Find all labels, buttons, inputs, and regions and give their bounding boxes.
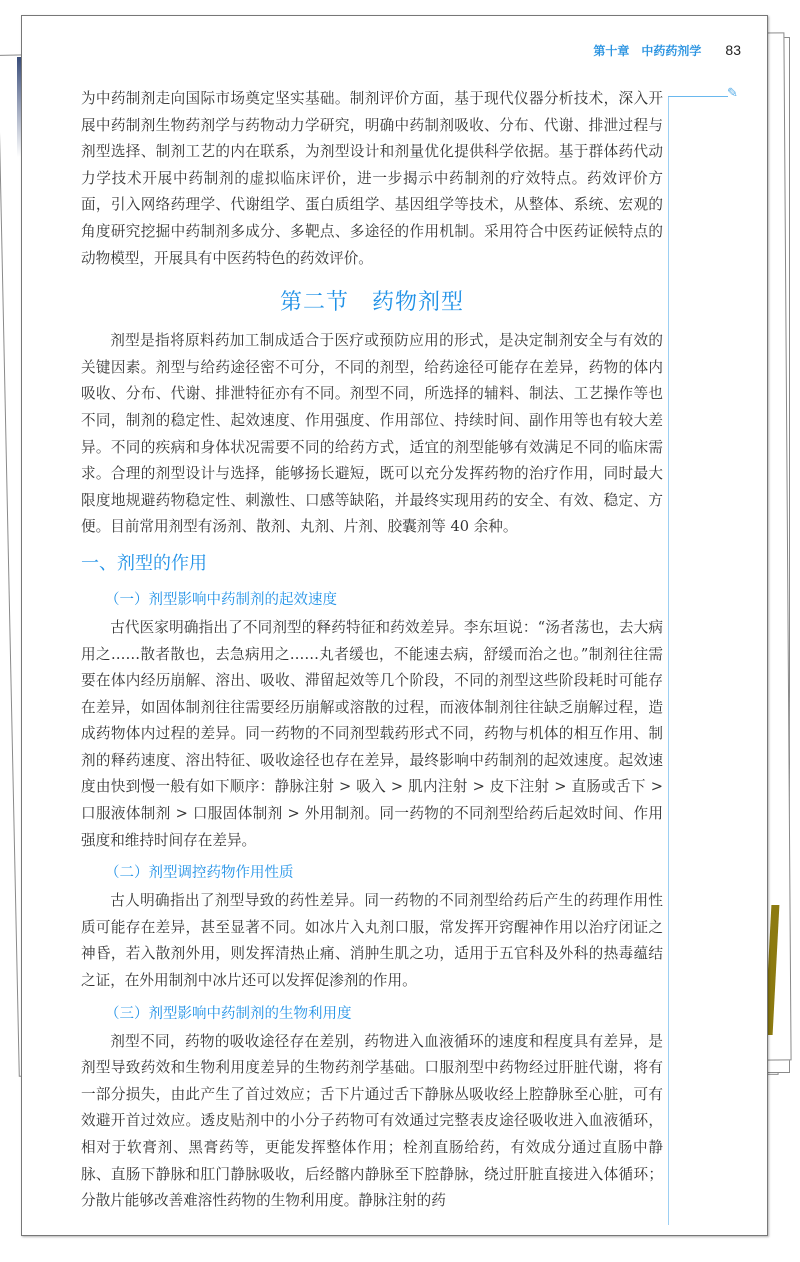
- paragraph: 剂型是指将原料药加工制成适合于医疗或预防应用的形式，是决定制剂安全与有效的关键因素。剂型与给药途径密不可分，不同的剂型，给药途径可能存在差异，药物的体内吸收、分布、代谢、排泄特征亦有不同。剂型不同，所选择的辅料、制法、工艺操作等也不同，制剂的稳定性、起效速度、作用强度、作用部位、持续时间、副作用等也有较大差异。不同的疾病和身体状况需要不同的给药方式，适宜的剂型能够有效满足不同的临床需求。合理的剂型设计与选择，能够扬长避短，既可以充分发挥药物的治疗作用，同时最大限度地规避药物稳定性、刺激性、口感等缺陷，并最终实现用药的安全、有效、稳定、方便。目前常用剂型有汤剂、散剂、丸剂、片剂、胶囊剂等 40 余种。: [81, 332, 663, 536]
- running-header-chapter: 第十章 中药药剂学: [593, 44, 702, 58]
- paragraph: 古人明确指出了剂型导致的药性差异。同一药物的不同剂型给药后产生的药理作用性质可能存在差异，甚至显著不同。如冰片入丸剂口服，常发挥开窍醒神作用以治疗闭证之神昏，若入散剂外用，则发挥清热止痛、消肿生肌之功，适用于五官科及外科的热毒蕴结之证，在外用制剂中冰片还可以发挥促渗剂的作用。: [81, 892, 663, 990]
- margin-note-line: [668, 96, 669, 1225]
- running-header: [22, 42, 767, 66]
- heading-level-2: （一）剂型影响中药制剂的起效速度: [105, 591, 337, 608]
- page-body: [81, 86, 663, 1215]
- book-page: [21, 15, 768, 1236]
- paragraph: 为中药制剂走向国际市场奠定坚实基础。制剂评价方面，基于现代仪器分析技术，深入开展中药制剂生物药剂学与药物动力学研究，明确中药制剂吸收、分布、代谢、排泄过程与剂型选择、制剂工艺的内在联系，为剂型设计和剂量优化提供科学依据。基于群体药代动力学技术开展中药制剂的虚拟临床评价，进一步揭示中药制剂的疗效特点。药效评价方面，引入网络药理学、代谢组学、蛋白质组学、基因组学等技术，从整体、系统、宏观的角度研究挖掘中药制剂多成分、多靶点、多途径的作用机制。采用符合中医药证候特点的动物模型，开展具有中医药特色的药效评价。: [81, 90, 663, 267]
- pen-icon: ✎: [727, 86, 738, 101]
- margin-note-line: [668, 96, 728, 97]
- heading-level-1: 一、剂型的作用: [81, 552, 207, 574]
- page-number: 83: [725, 42, 741, 58]
- paragraph: 剂型不同，药物的吸收途径存在差别，药物进入血液循环的速度和程度具有差异，是剂型导致药效和生物利用度差异的生物药剂学基础。口服剂型中药物经过肝脏代谢，将有一部分损失，由此产生了首过效应；舌下片通过舌下静脉丛吸收经上腔静脉至心脏，可有效避开首过效应。透皮贴剂中的小分子药物可有效通过完整表皮途径吸收进入血液循环，相对于软膏剂、黑膏药等，更能发挥整体作用；栓剂直肠给药，有效成分通过直肠中静脉、直肠下静脉和肛门静脉吸收，后经髂内静脉至下腔静脉，绕过肝脏直接进入体循环；分散片能够改善难溶性药物的生物利用度。静脉注射的药: [81, 1032, 663, 1210]
- heading-level-2: （二）剂型调控药物作用性质: [105, 865, 294, 882]
- paragraph: 古代医家明确指出了不同剂型的释药特征和药效差异。李东垣说：“汤者荡也，去大病用之……散者散也，去急病用之……丸者缓也，不能速去病，舒缓而治之也。”制剂往往需要在体内经历崩解、溶出、吸收、滞留起效等几个阶段，不同的剂型这些阶段耗时可能存在差异，如固体制剂往往需要经历崩解或溶散的过程，而液体制剂往往缺乏崩解过程，造成药物体内过程的差异。同一药物的不同剂型载药形式不同，药物与机体的相互作用、制剂的释药速度、溶出特征、吸收途径也存在差异，最终影响中药制剂的起效速度。起效速度由快到慢一般有如下顺序：静脉注射 > 吸入 > 肌内注射 > 皮下注射 > 直肠或舌下 > 口服液体制剂 > 口服固体制剂 > 外用制剂。同一药物的不同剂型给药后起效时间、作用强度和维持时间存在差异。: [81, 618, 663, 849]
- section-title: 第二节 药物剂型: [279, 290, 464, 316]
- heading-level-2: （三）剂型影响中药制剂的生物利用度: [105, 1005, 352, 1022]
